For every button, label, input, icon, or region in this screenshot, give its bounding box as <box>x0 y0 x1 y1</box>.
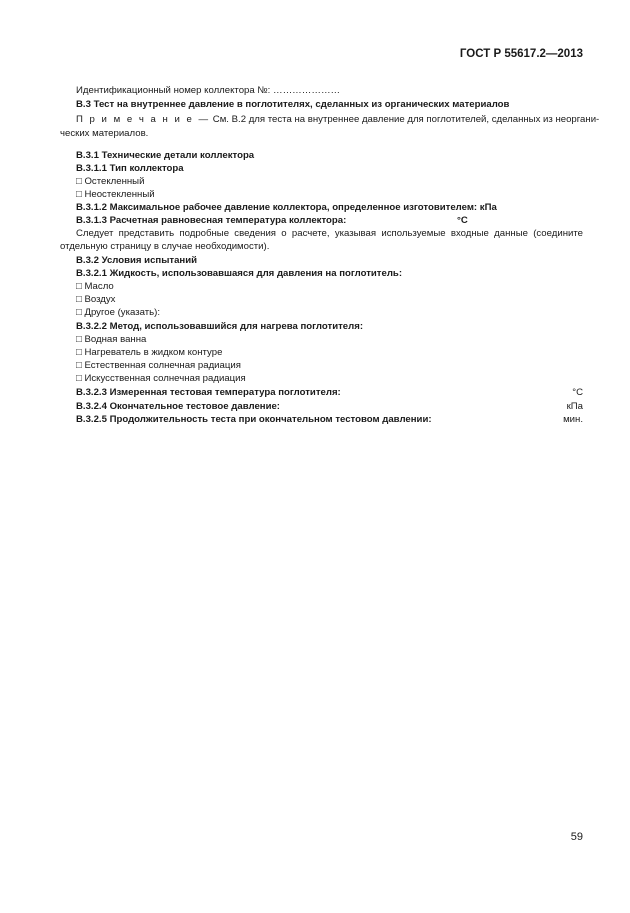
note-label: П р и м е ч а н и е — <box>76 114 211 125</box>
b325-unit: мин. <box>563 414 583 425</box>
b324-title: В.3.2.4 Окончательное тестовое давление: <box>76 401 281 412</box>
note-line-1 <box>76 114 599 126</box>
note-line-2: ческих материалов. <box>60 128 149 139</box>
fluid-option-oil: □ Масло <box>76 281 114 292</box>
option-glazed: □ Остекленный <box>76 176 145 187</box>
b321-title: В.3.2.1 Жидкость, использовавшаяся для давления на поглотитель: <box>76 268 403 279</box>
document-code: ГОСТ Р 55617.2—2013 <box>459 48 583 60</box>
page-number: 59 <box>570 831 583 843</box>
b322-title: В.3.2.2 Метод, использовавшийся для нагрева поглотителя: <box>76 321 364 332</box>
heating-option-artificial-sun: □ Искусственная солнечная радиация <box>76 373 246 384</box>
b325-title: В.3.2.5 Продолжительность теста при окончательном тестовом давлении: <box>76 414 432 425</box>
heating-option-heater: □ Нагреватель в жидком контуре <box>76 347 223 358</box>
b323-title: В.3.2.3 Измеренная тестовая температура поглотителя: <box>76 387 341 398</box>
detail-line-1: Следует представить подробные сведения о расчете, указывая используемые входные данные (соедините <box>76 228 583 239</box>
b311-title: В.3.1.1 Тип коллектора <box>76 163 184 174</box>
detail-line-2: отдельную страницу в случае необходимости). <box>60 241 270 252</box>
b313-title: В.3.1.3 Расчетная равновесная температура коллектора: <box>76 215 347 226</box>
note-text-1: См. В.2 для теста на внутреннее давление для поглотителей, сделанных из неоргани- <box>212 114 600 125</box>
collector-id-line: Идентификационный номер коллектора №: ………………… <box>76 85 341 96</box>
b323-unit: °С <box>572 387 583 398</box>
section-title: В.3 Тест на внутреннее давление в поглотителях, сделанных из органических материалов <box>76 99 510 110</box>
b31-title: В.3.1 Технические детали коллектора <box>76 150 255 161</box>
b312-title: В.3.1.2 Максимальное рабочее давление коллектора, определенное изготовителем: кПа <box>76 202 497 213</box>
heating-option-natural-sun: □ Естественная солнечная радиация <box>76 360 241 371</box>
b324-unit: кПа <box>566 401 583 412</box>
option-unglazed: □ Неостекленный <box>76 189 155 200</box>
heating-option-water-bath: □ Водная ванна <box>76 334 147 345</box>
fluid-option-air: □ Воздух <box>76 294 116 305</box>
fluid-option-other: □ Другое (указать): <box>76 307 161 318</box>
b313-unit: °С <box>457 215 468 226</box>
b32-title: В.3.2 Условия испытаний <box>76 255 198 266</box>
